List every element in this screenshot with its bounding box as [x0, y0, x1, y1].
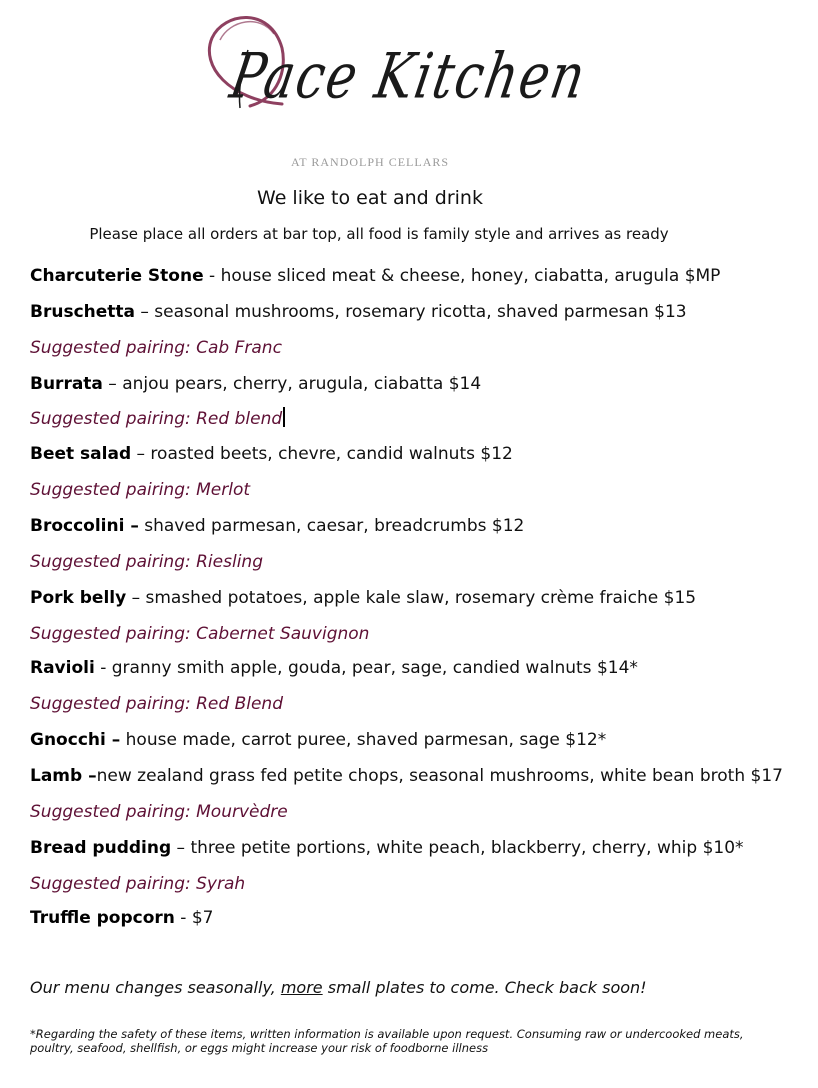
menu-item	[30, 657, 638, 679]
item-name: Pork belly	[30, 588, 127, 608]
item-name: Gnocchi –	[30, 730, 121, 750]
wine-pairing: Suggested pairing: Merlot	[30, 480, 251, 500]
menu-item	[30, 443, 513, 465]
menu-item	[30, 587, 696, 609]
item-description: – roasted beets, chevre, candid walnuts $12	[131, 444, 513, 464]
wine-pairing	[30, 407, 285, 430]
wine-pairing: Suggested pairing: Red Blend	[30, 694, 283, 714]
item-name: Bread pudding	[30, 838, 172, 858]
item-description: – anjou pears, cherry, arugula, ciabatta $14	[102, 374, 482, 394]
pairing-text: Suggested pairing: Red blend	[30, 409, 283, 429]
item-description: – seasonal mushrooms, rosemary ricotta, shaved parmesan $13	[135, 302, 687, 322]
item-description: - house sliced meat & cheese, honey, ciabatta, arugula $MP	[203, 266, 721, 286]
food-safety-disclaimer: *Regarding the safety of these items, written information is available upon request. Consuming raw or undercooked meats, poultry, seafood, shellfish, or eggs might increase your risk of foodborne illness	[30, 1027, 744, 1055]
item-description: shaved parmesan, caesar, breadcrumbs $12	[138, 516, 525, 536]
tagline: We like to eat and drink	[257, 187, 483, 209]
menu-item	[30, 515, 524, 537]
item-name: Beet salad	[30, 444, 132, 464]
item-description: – smashed potatoes, apple kale slaw, rosemary crème fraiche $15	[126, 588, 697, 608]
logo-text: Pace Kitchen	[225, 40, 593, 113]
item-description: new zealand grass fed petite chops, seasonal mushrooms, white bean broth $17	[96, 766, 783, 786]
wine-pairing: Suggested pairing: Cab Franc	[30, 338, 282, 358]
menu-item	[30, 373, 481, 395]
item-description: – three petite portions, white peach, blackberry, cherry, whip $10*	[171, 838, 744, 858]
closing-note	[30, 978, 647, 997]
menu-item	[30, 265, 720, 287]
menu-item	[30, 301, 687, 323]
wine-pairing: Suggested pairing: Syrah	[30, 874, 246, 894]
menu-item	[30, 729, 606, 751]
subtitle: AT RANDOLPH CELLARS	[290, 155, 450, 169]
wine-pairing: Suggested pairing: Mourvèdre	[30, 802, 288, 822]
closing-text-after: small plates to come. Check back soon!	[322, 978, 647, 997]
menu-item	[30, 907, 213, 929]
item-description: house made, carrot puree, shaved parmesan, sage $12*	[120, 730, 607, 750]
item-name: Truffle popcorn	[30, 908, 175, 928]
wine-pairing: Suggested pairing: Riesling	[30, 552, 263, 572]
closing-underlined: more	[280, 978, 323, 997]
item-name: Bruschetta	[30, 302, 135, 322]
item-description: - granny smith apple, gouda, pear, sage, candied walnuts $14*	[94, 658, 638, 678]
item-name: Charcuterie Stone	[30, 266, 204, 286]
item-name: Broccolini –	[30, 516, 139, 536]
item-name: Ravioli	[30, 658, 95, 678]
item-name: Burrata	[30, 374, 103, 394]
menu-item	[30, 765, 783, 787]
ordering-instructions: Please place all orders at bar top, all food is family style and arrives as ready	[89, 225, 669, 243]
wine-pairing: Suggested pairing: Cabernet Sauvignon	[30, 624, 370, 644]
text-cursor-icon	[283, 407, 285, 427]
item-name: Lamb –	[30, 766, 97, 786]
menu-item	[30, 837, 744, 859]
item-description: - $7	[174, 908, 214, 928]
closing-text-before: Our menu changes seasonally,	[30, 978, 281, 997]
